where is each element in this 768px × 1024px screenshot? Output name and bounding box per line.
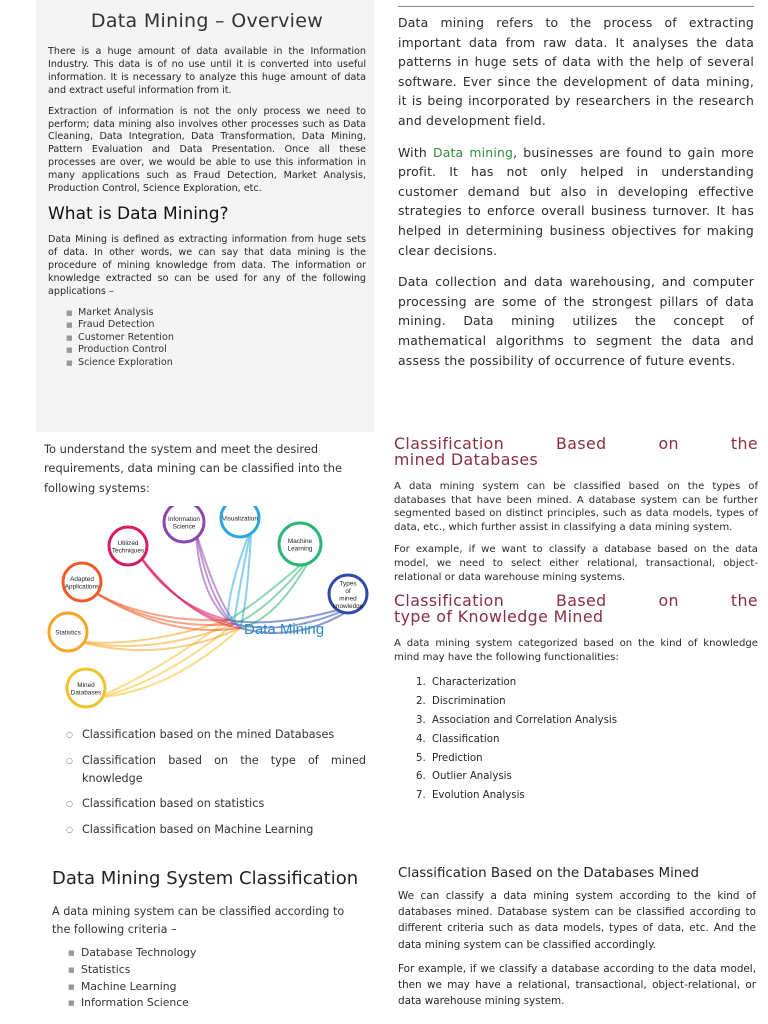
list-item-label: Evolution Analysis <box>432 790 525 802</box>
functionalities-list <box>394 674 758 806</box>
list-item: ■ Fraud Detection <box>66 319 366 332</box>
classification-paragraph-1: A data mining system can be classified based on the types of databases that have been mined. A database system can be further segmented based on distinct principles, such as data models, types of data, etc., which further assist in classifying a data mining system. <box>394 481 758 533</box>
list-item: ■ Customer Retention <box>66 332 366 345</box>
list-item: 7. Evolution Analysis <box>416 790 525 802</box>
systems-panel <box>36 440 374 866</box>
list-item: 2. Discrimination <box>416 696 506 708</box>
list-item: 1. Characterization <box>416 677 517 689</box>
classification-panel <box>388 436 768 868</box>
overview-title: Data Mining – Overview <box>90 10 324 32</box>
classification-paragraph-2: For example, if we want to classify a database based on the data model, we need to select either relational, transactional, object-relational or data warehouse mining systems. <box>394 544 758 583</box>
systems-intro: To understand the system and meet the desired requirements, data mining can be classified into the following systems: <box>44 442 343 495</box>
list-item: ■ Market Analysis <box>66 307 366 320</box>
diagram-node-label: Machine Learning <box>287 537 313 553</box>
list-item: 3. Association and Correlation Analysis <box>416 714 618 726</box>
list-item: ■ Database Technology <box>68 945 366 962</box>
data-mining-diagram <box>44 506 374 714</box>
definition-paragraph-3: Data collection and data warehousing, and computer processing are some of the strongest pillars of data mining. Data mining utilizes the concept of mathematical algorithms to segment the data and assess the possibility of occurrence of future events. <box>398 274 754 368</box>
databases-mined-paragraph-1: We can classify a data mining system according to the kind of databases mined. Database system can be classified according to different criteria such as data models, types of data, etc. And the data mining system can be classified accordingly. <box>398 890 756 951</box>
list-item: ■ Machine Learning <box>68 979 366 996</box>
system-classification-title: Data Mining System Classification <box>52 868 359 889</box>
list-item-label: Discrimination <box>432 696 506 708</box>
databases-mined-title: Classification Based on the Databases Mined <box>398 866 700 881</box>
list-item: ○ Classification based on statistics <box>66 795 366 813</box>
diagram-node-label: Utilized Techniques <box>111 539 145 555</box>
system-classification-panel <box>36 866 374 1024</box>
overview-panel <box>36 0 374 432</box>
diagram-center-label: Data Mining <box>244 621 325 639</box>
diagram-node-label: Mined Databases <box>70 681 102 697</box>
list-item: 4. Classification <box>416 733 500 745</box>
list-item: ○ Classification based on the type of mined knowledge <box>66 752 366 789</box>
classification-heading-2-line-2 <box>394 609 758 625</box>
what-is-data-mining-heading: What is Data Mining? <box>48 203 229 224</box>
overview-paragraph-2: Extraction of information is not the only process we need to perform; data mining also involves other processes such as Data Cleaning, Data Integration, Data Transformation, Data Mining, Pattern Evaluation and Data Presentation. Once all these processes are over, we would be able to use this information in many applications such as Fraud Detection, Market Analysis, Production Control, Science Exploration, etc. <box>48 105 366 195</box>
diagram-node-label: Adapted Applications <box>64 575 100 591</box>
overview-paragraph-3: Data Mining is defined as extracting information from huge sets of data. In other words, we can say that data mining is the procedure of mining knowledge from data. The information or knowledge extracted so can be used for any of the following applications – <box>48 233 366 297</box>
list-item: 6. Outlier Analysis <box>416 771 512 783</box>
definition-paragraph-1: Data mining refers to the process of extracting important data from raw data. It analyses the data patterns in huge sets of data with the help of several software. Ever since the development of data mining, it is being incorporated by researchers in the research and development field. <box>398 15 754 128</box>
diagram-node-label: Information Science <box>168 515 200 531</box>
system-classification-intro: A data mining system can be classified according to the following criteria – <box>52 905 345 936</box>
list-item: 5. Prediction <box>416 752 483 764</box>
diagram-node-label: Visualization <box>222 515 258 523</box>
list-item-label: Association and Correlation Analysis <box>432 714 618 726</box>
list-item-label: Outlier Analysis <box>432 771 512 783</box>
list-item: ○ Classification based on the mined Databases <box>66 726 366 744</box>
heading-line: type of Knowledge Mined <box>394 607 604 627</box>
list-item: ○ Classification based on Machine Learning <box>66 821 366 839</box>
text-span: With <box>398 144 433 160</box>
classification-heading-1-line-2 <box>394 452 758 468</box>
diagram-node-label: Statistics <box>55 629 81 637</box>
list-item: ■ Information Science <box>68 995 366 1012</box>
divider <box>398 6 754 7</box>
list-item: ■ Science Exploration <box>66 357 366 370</box>
heading-line: Classification Based on the <box>394 591 758 611</box>
systems-list <box>44 726 366 839</box>
classification-paragraph-3: A data mining system categorized based on the kind of knowledge mind may have the following functionalities: <box>394 638 758 663</box>
data-mining-link[interactable]: Data mining <box>432 144 514 160</box>
text-span: , businesses are found to gain more profit. It has not only helped in understanding customer demand but also in developing effective strategies to enforce overall business turnover. It has helped in determining business objectives for making clear decisions. <box>398 144 754 258</box>
list-item-label: Classification <box>432 733 500 745</box>
diagram-node-label: Types of mined knowledge <box>332 580 364 610</box>
heading-line: Classification Based on the <box>394 436 758 453</box>
diagram-connector <box>97 620 228 698</box>
list-item: ■ Production Control <box>66 344 366 357</box>
list-item-label: Characterization <box>432 677 517 689</box>
criteria-list <box>52 945 366 1012</box>
diagram-connector <box>79 620 228 643</box>
heading-line: mined Databases <box>394 450 539 469</box>
databases-mined-paragraph-2: For example, if we classify a database according to the data model, then we may have a relational, transactional, object-relational, or data warehouse mining system. <box>398 962 756 1008</box>
definition-panel <box>388 0 768 432</box>
applications-list <box>48 307 366 370</box>
list-item: ■ Statistics <box>68 962 366 979</box>
list-item-label: Prediction <box>432 752 483 764</box>
diagram-svg <box>44 506 374 714</box>
databases-mined-panel <box>388 866 768 1024</box>
definition-paragraph-2 <box>398 143 754 261</box>
overview-paragraph-1: There is a huge amount of data available in the Information Industry. This data is of no use until it is converted into useful information. It is necessary to analyze this huge amount of data and extract useful information from it. <box>48 46 366 96</box>
